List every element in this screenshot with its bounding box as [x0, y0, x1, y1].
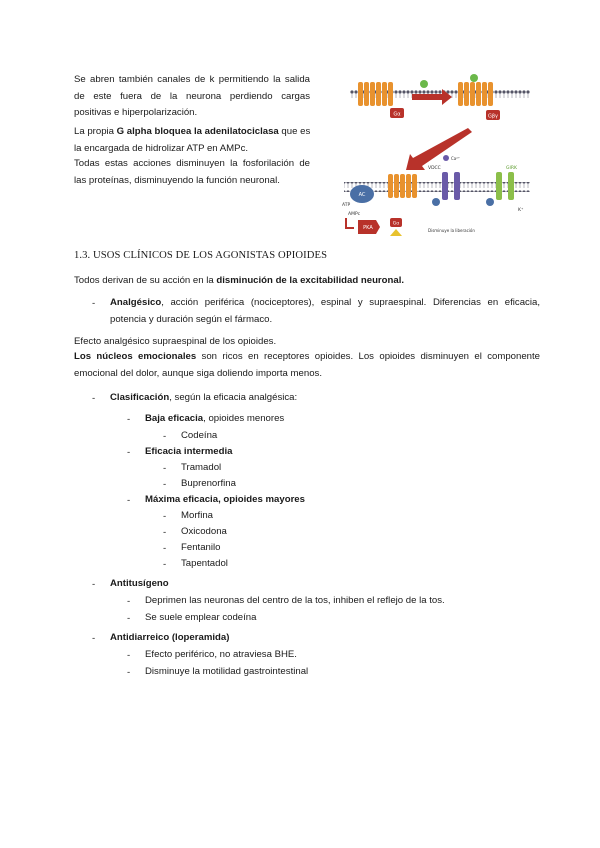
intro-line: La propia G alpha bloquea la adenilatociclasa que es — [74, 126, 311, 137]
list-dash: - — [127, 447, 131, 458]
intro-line: de este fuera de la neurona perdiendo cargas — [74, 90, 310, 102]
body-line: emocional del dolor, aunque siga doliendo importa menos. — [74, 367, 322, 379]
list-dash: - — [163, 511, 167, 522]
list-item-drug: Codeína — [181, 430, 218, 441]
intro-line: la encargada de hidrolizar ATP en AMPc. — [74, 142, 249, 154]
intro-line: las proteínas, disminuyendo la función neuronal. — [74, 174, 280, 186]
list-dash: - — [127, 667, 131, 678]
list-dash: - — [92, 298, 96, 309]
list-item-detail: Se suele emplear codeína — [145, 612, 257, 623]
intro-paragraph-1 — [74, 72, 310, 122]
svg-text:AC: AC — [358, 192, 366, 198]
list-dash: - — [163, 559, 167, 570]
g-beta-gamma — [432, 198, 440, 206]
list-line: potencia y duración según el fármaco. — [110, 313, 273, 325]
body-paragraph: Todos derivan de su acción en la disminución de la excitabilidad neuronal. — [74, 275, 405, 286]
list-dash: - — [92, 633, 96, 644]
list-item-drug: Morfina — [181, 510, 213, 521]
svg-text:K⁺: K⁺ — [518, 208, 524, 213]
body-paragraph — [74, 349, 540, 382]
emphasis: disminución de la excitabilidad neuronal. — [216, 275, 405, 286]
emphasis: G alpha bloquea la adenilatociclasa — [116, 126, 279, 137]
list-item-drug: Fentanilo — [181, 542, 221, 553]
list-item-detail: Disminuye la motilidad gastrointestinal — [145, 666, 309, 677]
intro-line: Todas estas acciones disminuyen la fosforilación de — [74, 158, 310, 169]
list-dash: - — [127, 495, 131, 506]
g-beta-gamma — [486, 198, 494, 206]
vesicle-icon — [390, 229, 402, 236]
list-dash: - — [127, 650, 131, 661]
arrow-icon — [406, 128, 472, 170]
list-item-detail: Efecto periférico, no atraviesa BHE. — [145, 649, 297, 660]
body-line: Los núcleos emocionales son ricos en receptores opioides. Los opioides disminuyen el componente — [74, 351, 540, 362]
list-dash: - — [92, 393, 96, 404]
girk-channel — [508, 172, 514, 200]
svg-text:Disminuye la liberación: Disminuye la liberación — [428, 228, 475, 233]
svg-text:PKA: PKA — [363, 225, 373, 231]
ligand-icon — [470, 74, 478, 82]
intro-line: Se abren también canales de k permitiendo la salida — [74, 74, 310, 85]
list-item-antitusigeno: Antitusígeno — [110, 578, 169, 589]
section-title: 1.3. USOS CLÍNICOS DE LOS AGONISTAS OPIOIDES — [74, 250, 328, 261]
opioid-receptor-signaling-diagram — [330, 70, 530, 245]
list-dash: - — [127, 596, 131, 607]
list-item-drug: Tramadol — [181, 462, 222, 473]
list-dash: - — [163, 479, 167, 490]
list-item-antidiarreico: Antidiarreico (loperamida) — [110, 632, 230, 643]
svg-text:Gα: Gα — [392, 221, 400, 227]
list-dash: - — [127, 613, 131, 624]
svg-text:VDCC: VDCC — [428, 166, 441, 171]
list-item-maxima: Máxima eficacia, opioides mayores — [145, 494, 305, 505]
svg-text:Ca²⁺: Ca²⁺ — [451, 156, 460, 161]
list-item-drug: Buprenorfina — [181, 478, 236, 489]
opioid-receptor — [388, 174, 417, 198]
list-line: Analgésico, acción periférica (nociceptores), espinal y supraespinal. Diferencias en eficacia, — [110, 297, 540, 308]
list-dash: - — [163, 543, 167, 554]
arrow-icon — [346, 218, 354, 228]
list-item-detail: Deprimen las neuronas del centro de la tos, inhiben el reflejo de la tos. — [145, 595, 445, 606]
list-item-drug: Oxicodona — [181, 526, 227, 537]
list-item-intermedia: Eficacia intermedia — [145, 446, 233, 457]
body-paragraph: Efecto analgésico supraespinal de los opioides. — [74, 336, 277, 347]
vdcc-channel — [454, 172, 460, 200]
list-item-analgesico — [110, 295, 540, 328]
list-dash: - — [163, 463, 167, 474]
svg-text:AMPc: AMPc — [348, 212, 361, 217]
svg-text:Gα: Gα — [393, 111, 401, 118]
list-dash: - — [163, 431, 167, 442]
intro-paragraph-2 — [74, 124, 314, 157]
list-dash: - — [127, 414, 131, 425]
intro-line: positivas e hiperpolarización. — [74, 107, 198, 119]
vdcc-channel — [442, 172, 448, 200]
ligand-icon — [420, 80, 428, 88]
girk-channel — [496, 172, 502, 200]
svg-text:ATP: ATP — [342, 203, 351, 208]
list-dash: - — [92, 579, 96, 590]
list-item-baja: Baja eficacia, opioides menores — [145, 413, 285, 424]
calcium-icon — [443, 155, 449, 161]
list-dash: - — [163, 527, 167, 538]
list-item-clasificacion: Clasificación, según la eficacia analgésica: — [110, 392, 298, 403]
svg-text:GIRK: GIRK — [506, 166, 517, 171]
intro-paragraph-3 — [74, 156, 310, 189]
svg-text:Gβγ: Gβγ — [487, 113, 499, 120]
list-item-drug: Tapentadol — [181, 558, 228, 569]
